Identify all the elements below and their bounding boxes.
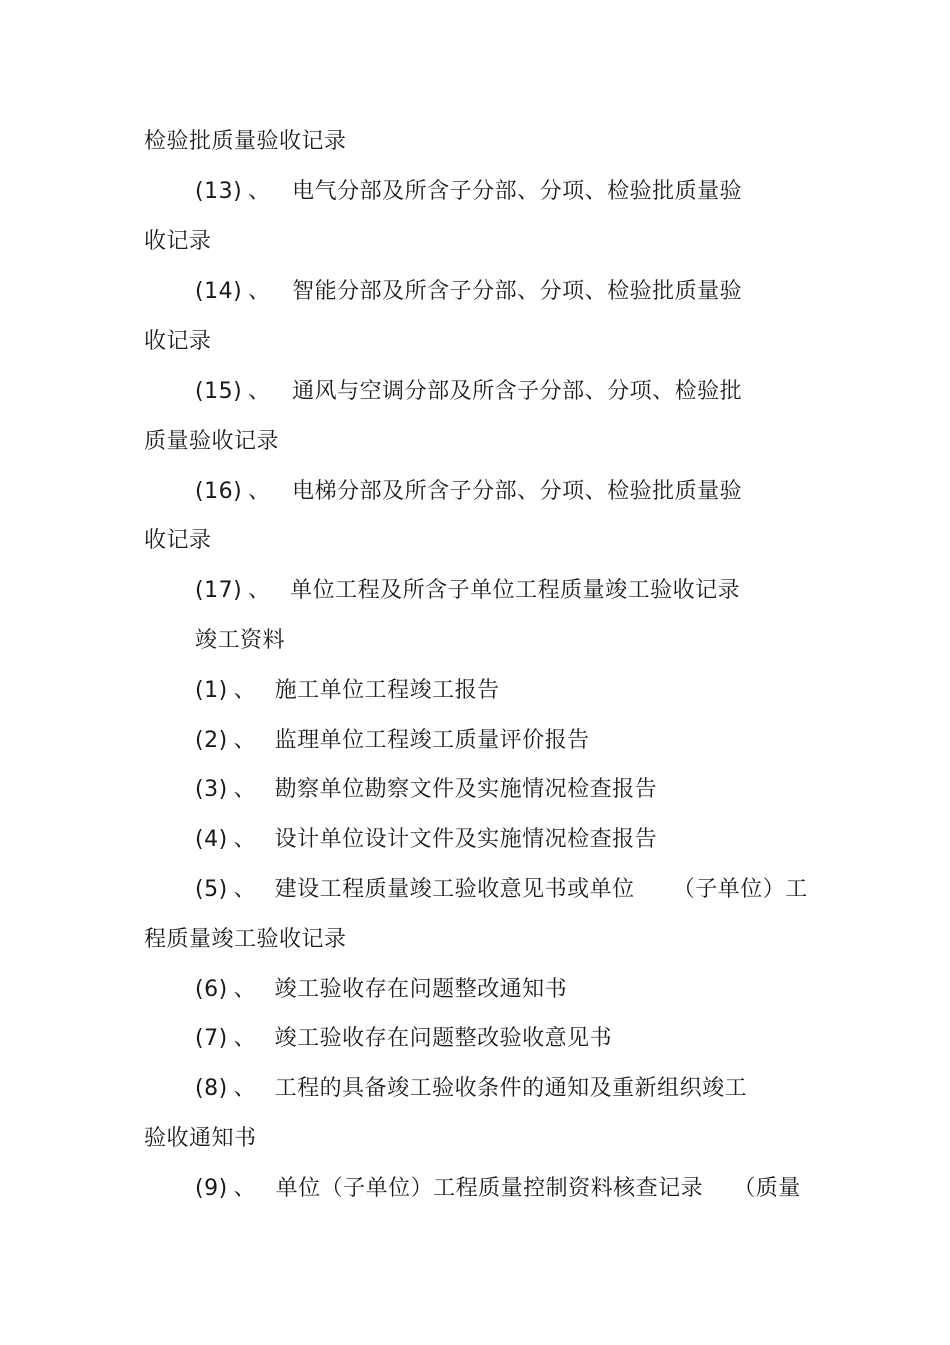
list-item [195,478,742,506]
item-text: 工程的具备竣工验收条件的通知及重新组织竣工 [274,1076,748,1101]
list-item [195,278,742,306]
item-separator: 、 [233,1076,257,1101]
item-text: 勘察单位勘察文件及实施情况检查报告 [274,777,658,802]
continuation-line [144,128,347,156]
line-text: 收记录 [144,229,212,254]
line-text: 检验批质量验收记录 [144,129,347,154]
item-text: 电梯分部及所含子分部、分项、检验批质量验 [292,479,743,504]
item-separator: 、 [248,379,271,404]
continuation-line [144,527,212,555]
continuation-line [144,328,212,356]
line-text: 质量验收记录 [144,429,280,454]
list-item [195,1175,801,1203]
item-text: 建设工程质量竣工验收意见书或单位 [274,877,635,902]
section-title: 竣工资料 [195,628,286,653]
item-text: 施工单位工程竣工报告 [274,678,500,703]
item-text-tail: （质量 [733,1176,801,1201]
item-separator: 、 [248,279,271,304]
item-separator: 、 [233,1026,257,1051]
item-text: 监理单位工程竣工质量评价报告 [274,728,590,753]
item-text: 设计单位设计文件及实施情况检查报告 [274,827,658,852]
line-text: 收记录 [144,528,212,553]
list-item [195,378,742,406]
list-item [195,876,808,904]
item-number: (9) [195,1176,228,1201]
line-text: 程质量竣工验收记录 [144,927,347,952]
list-item [195,976,567,1004]
item-text-tail: （子单位）工 [672,877,808,902]
continuation-line [144,1125,257,1153]
item-separator: 、 [233,827,257,852]
item-separator: 、 [233,977,257,1002]
item-separator: 、 [233,1176,257,1201]
item-separator: 、 [248,578,271,603]
item-separator: 、 [233,877,257,902]
item-separator: 、 [248,479,271,504]
item-text: 通风与空调分部及所含子分部、分项、检验批 [292,379,743,404]
line-text: 收记录 [144,329,212,354]
list-item [195,1075,747,1103]
list-item [195,1025,612,1053]
item-text: 智能分部及所含子分部、分项、检验批质量验 [292,279,743,304]
item-number: (1) [195,678,228,703]
item-number: (5) [195,877,228,902]
line-text: 验收通知书 [144,1126,257,1151]
item-number: (4) [195,827,228,852]
item-text: 单位工程及所含子单位工程质量竣工验收记录 [290,578,741,603]
item-number: (8) [195,1076,228,1101]
item-number: (14) [195,279,243,304]
section-heading [195,627,285,655]
item-text: 电气分部及所含子分部、分项、检验批质量验 [292,179,743,204]
item-separator: 、 [233,777,257,802]
item-text: 竣工验收存在问题整改验收意见书 [274,1026,613,1051]
item-text: 竣工验收存在问题整改通知书 [274,977,568,1002]
list-item [195,826,657,854]
item-separator: 、 [233,728,257,753]
list-item [195,577,740,605]
item-separator: 、 [248,179,271,204]
continuation-line [144,926,347,954]
item-text: 单位（子单位）工程质量控制资料核查记录 [275,1176,704,1201]
item-number: (13) [195,179,243,204]
item-number: (2) [195,728,228,753]
item-number: (16) [195,479,243,504]
item-number: (17) [195,578,243,603]
list-item [195,178,742,206]
list-item [195,677,500,705]
continuation-line [144,228,212,256]
list-item [195,727,590,755]
item-number: (6) [195,977,228,1002]
item-separator: 、 [233,678,257,703]
continuation-line [144,428,279,456]
item-number: (15) [195,379,243,404]
list-item [195,776,657,804]
item-number: (7) [195,1026,228,1051]
item-number: (3) [195,777,228,802]
